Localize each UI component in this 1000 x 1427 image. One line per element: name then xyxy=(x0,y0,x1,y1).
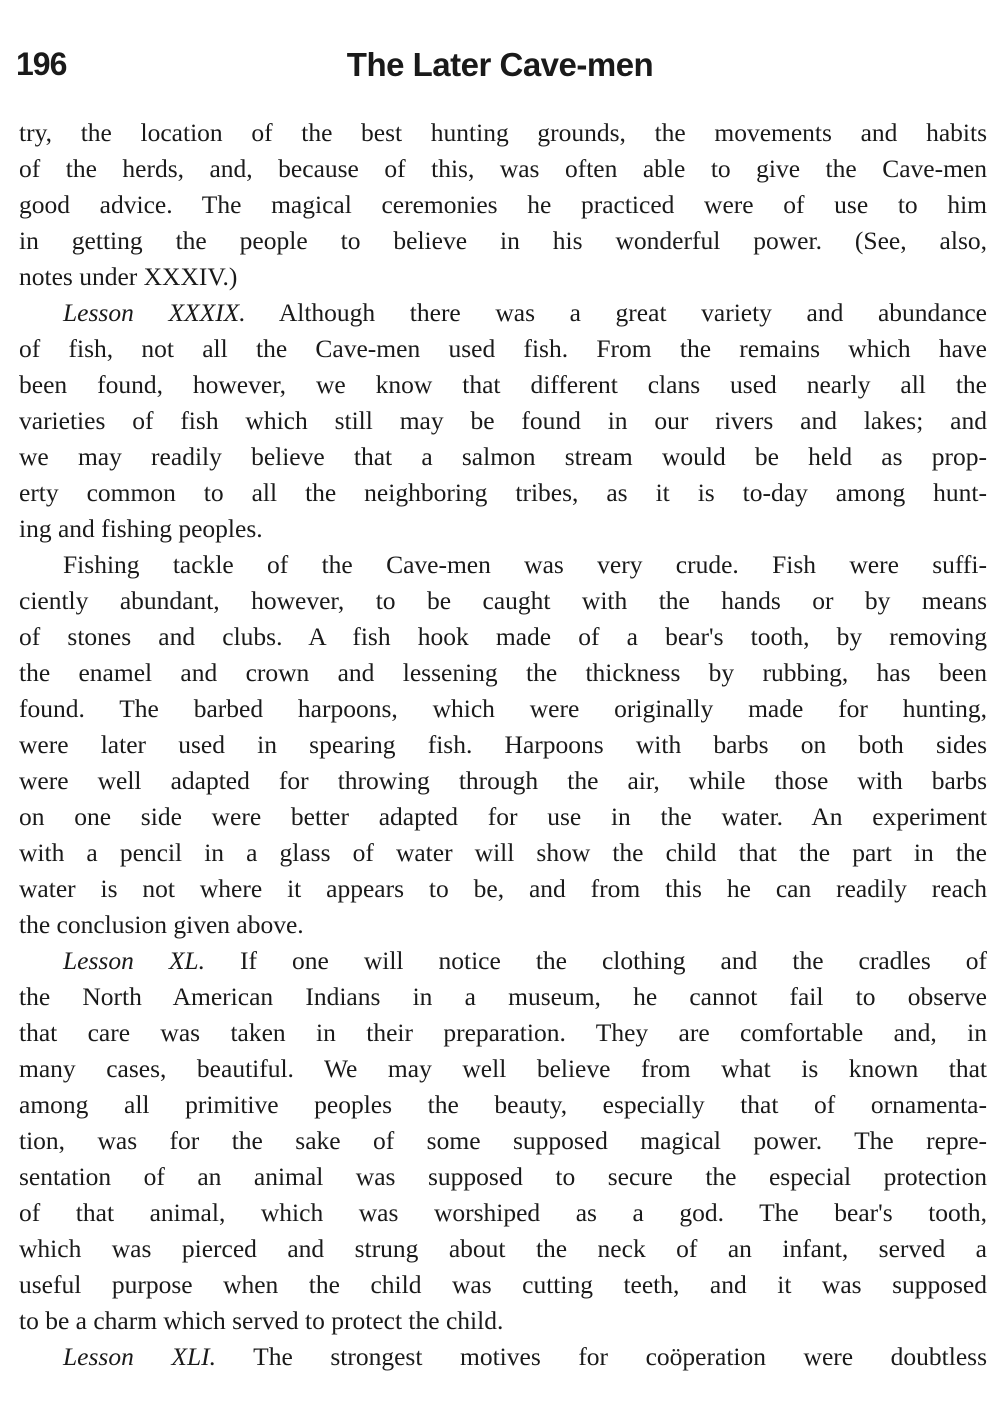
text-line: erty common to all the neighboring tribes, as it is to-day among hunt- xyxy=(19,478,987,507)
text-line: with a pencil in a glass of water will show the child that the part in the xyxy=(19,838,987,867)
page-number: 196 xyxy=(16,46,67,82)
text-line: sentation of an animal was supposed to secure the especial protection xyxy=(19,1162,987,1191)
lesson-line: Lesson XXXIX. Although there was a great variety and abundance xyxy=(63,298,987,327)
text-line: varieties of fish which still may be found in our rivers and lakes; and xyxy=(19,406,987,435)
text-line: Fishing tackle of the Cave-men was very crude. Fish were suffi- xyxy=(63,550,987,579)
text-line: of the herds, and, because of this, was often able to give the Cave-men xyxy=(19,154,987,183)
page-header xyxy=(16,46,984,92)
text-line: on one side were better adapted for use in the water. An experiment xyxy=(19,802,987,831)
text-line: tion, was for the sake of some supposed magical power. The repre- xyxy=(19,1126,987,1155)
text-line: notes under XXXIV.) xyxy=(19,262,238,291)
text-line: among all primitive peoples the beauty, especially that of ornamenta- xyxy=(19,1090,987,1119)
text-line: good advice. The magical ceremonies he practiced were of use to him xyxy=(19,190,987,219)
text-line: try, the location of the best hunting grounds, the movements and habits xyxy=(19,118,987,147)
text-line: the enamel and crown and lessening the thickness by rubbing, has been xyxy=(19,658,987,687)
text-line: the North American Indians in a museum, he cannot fail to observe xyxy=(19,982,987,1011)
text-line: were later used in spearing fish. Harpoons with barbs on both sides xyxy=(19,730,987,759)
lesson-heading: Lesson XL. xyxy=(63,946,205,975)
text-line: ciently abundant, however, to be caught with the hands or by means xyxy=(19,586,987,615)
text-line: we may readily believe that a salmon stream would be held as prop- xyxy=(19,442,987,471)
lesson-heading: Lesson XXXIX. xyxy=(63,298,246,327)
text-line: of stones and clubs. A fish hook made of a bear's tooth, by removing xyxy=(19,622,987,651)
lesson-line: Lesson XLI. The strongest motives for coöperation were doubtless xyxy=(63,1342,987,1371)
text-line: which was pierced and strung about the neck of an infant, served a xyxy=(19,1234,987,1263)
text-line: ing and fishing peoples. xyxy=(19,514,263,543)
text-line: useful purpose when the child was cutting teeth, and it was supposed xyxy=(19,1270,987,1299)
running-title: The Later Cave-men xyxy=(346,46,654,83)
lesson-heading: Lesson XLI. xyxy=(63,1342,217,1371)
text-line: been found, however, we know that different clans used nearly all the xyxy=(19,370,987,399)
text-line: in getting the people to believe in his wonderful power. (See, also, xyxy=(19,226,987,255)
text-line: of fish, not all the Cave-men used fish. From the remains which have xyxy=(19,334,987,363)
text-line: many cases, beautiful. We may well believe from what is known that xyxy=(19,1054,987,1083)
text-line: to be a charm which served to protect the child. xyxy=(19,1306,504,1335)
text-line: that care was taken in their preparation. They are comfortable and, in xyxy=(19,1018,987,1047)
text-line: of that animal, which was worshiped as a god. The bear's tooth, xyxy=(19,1198,987,1227)
lesson-line: Lesson XL. If one will notice the clothing and the cradles of xyxy=(63,946,987,975)
body-text xyxy=(19,115,987,1375)
text-line: water is not where it appears to be, and from this he can readily reach xyxy=(19,874,987,903)
text-line: were well adapted for throwing through the air, while those with barbs xyxy=(19,766,987,795)
text-line: the conclusion given above. xyxy=(19,910,304,939)
text-line: found. The barbed harpoons, which were originally made for hunting, xyxy=(19,694,987,723)
